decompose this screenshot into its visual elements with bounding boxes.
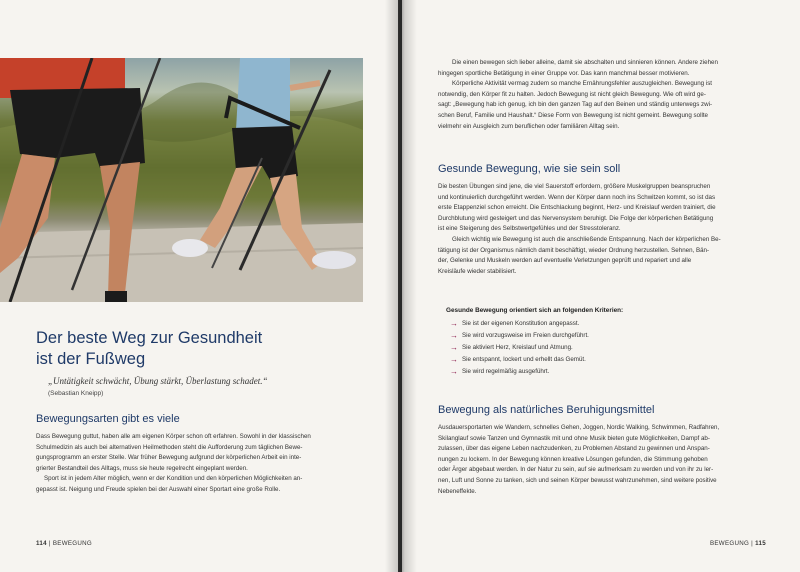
kneipp-quote: „Untätigkeit schwächt, Übung stärkt, Überlastung schadet.“ — [48, 376, 268, 386]
criteria-heading: Gesunde Bewegung orientiert sich an folgenden Kriterien: — [446, 307, 624, 314]
text-line: Schulmedizin als auch bei alternativen Heilmethoden steht die Aufforderung zum täglichen Bewe- — [36, 443, 303, 451]
text-line: Kreisläufe wieder stabilisiert. — [438, 267, 517, 275]
text-line: ist eine Steigerung des Selbstwertgefühles und der Stresstoleranz. — [438, 225, 621, 233]
folio-label: BEWEGUNG — [709, 540, 750, 547]
text-line: gepasst ist. Neigung und Freude spielen bei der Auswahl einer Sportart eine große Rolle. — [36, 485, 281, 493]
text-line: sagt: „Bewegung hab ich genug, ich bin den ganzen Tag auf den Beinen und ständig unterwegs zwi- — [438, 101, 713, 109]
walkers-illustration — [0, 58, 363, 302]
text-line: Gleich wichtig wie Bewegung ist auch die anschließende Entspannung. Nach der körperlichen Be- — [452, 235, 721, 243]
text-line: Sport ist in jedem Alter möglich, wenn er der Kondition und den körperlichen Möglichkeiten an- — [44, 475, 303, 483]
text-line: oder Ärger abgebaut werden. In der Natur zu sein, auf sie aufmerksam zu werden und von ihr zu ler- — [438, 466, 714, 474]
text-line: zulassen, über das eigene Leben nachzudenken, zu Problemen Abstand zu gewinnen und Anspan- — [438, 445, 710, 453]
text-line: Dass Bewegung guttut, haben alle am eigenen Körper schon oft erfahren. Sowohl in der klassischen — [36, 433, 311, 440]
section-heading-bewegungsarten: Bewegungsarten gibt es viele — [36, 413, 180, 425]
quote-source: (Sebastian Kneipp) — [48, 390, 104, 397]
arrow-right-icon: → — [450, 319, 458, 328]
text-line: Nebeneffekte. — [438, 487, 477, 495]
left-page — [0, 0, 398, 572]
list-item: → Sie aktiviert Herz, Kreislauf und Atmung. — [450, 343, 573, 352]
right-section2-text — [438, 423, 770, 497]
page-title — [36, 328, 356, 370]
text-line: Skilanglauf sowie Tanzen und Gymnastik mit und ohne Musik bieten gute Möglichkeiten, Dampf ab- — [438, 434, 710, 442]
text-line: vielmehr ein Ausgleich zum beruflichen oder familiären Alltag sein. — [438, 122, 620, 130]
text-line: Durchblutung wird gesteigert und das Nervensystem beruhigt. Die Folge der körperlichen Betätigung — [438, 214, 714, 222]
page-number: 114 — [36, 540, 47, 547]
list-item: → Sie wird vorzugsweise im Freien durchgeführt. — [450, 331, 589, 340]
text-line: erste Etappenziel schon erreicht. Die Entschlackung beginnt, Herz- und Kreislauf werden trainiert, die — [438, 204, 716, 212]
arrow-right-icon: → — [450, 367, 458, 376]
text-line: gungsprogramm an erster Stelle. War früher Bewegung aufgrund der körperlichen Arbeit ein inte- — [36, 454, 302, 462]
page-number: 115 — [755, 540, 766, 547]
text-line: hingegen sportliche Betätigung in einer Gruppe vor. Das kann manchmal besser motivieren. — [438, 69, 690, 77]
right-intro — [438, 58, 770, 132]
text-line: und kontinuierlich durchgeführt werden. Wenn der Körper dann noch ins Schwitzen kommt, so ist das — [438, 193, 716, 201]
text-line: Ausdauersportarten wie Wandern, schnelles Gehen, Joggen, Nordic Walking, Schwimmen, Radfahren, — [438, 424, 720, 431]
right-page — [402, 0, 800, 572]
text-line: schen Beruf, Familie und Haushalt.“ Diese Form von Bewegung ist nicht gemeint. Bewegung sollte — [438, 111, 708, 119]
arrow-right-icon: → — [450, 343, 458, 352]
text-line: Die besten Übungen sind jene, die viel Sauerstoff erfordern, größere Muskelgruppen beanspruchen — [438, 183, 711, 190]
list-item: → Sie entspannt, lockert und erhellt das Gemüt. — [450, 355, 586, 364]
left-paragraph-1 — [36, 432, 364, 496]
list-item: → Sie ist der eigenen Konstitution angepasst. — [450, 319, 580, 328]
criteria-list — [450, 318, 589, 378]
folio-label: BEWEGUNG — [52, 540, 93, 547]
right-section1-text — [438, 182, 770, 277]
right-folio: BEWEGUNG | 115 — [709, 540, 766, 547]
text-line: Die einen bewegen sich lieber alleine, damit sie abschalten und sinnieren können. Andere ziehen — [452, 59, 718, 66]
nordic-walking-photo — [0, 58, 363, 302]
text-line: grierter Bestandteil des Alltags, muss sie heute regelrecht eingeplant werden. — [36, 464, 248, 472]
left-folio: 114 | BEWEGUNG — [36, 540, 93, 547]
text-line: notwendig, den Körper fit zu halten. Jedoch Bewegung ist nicht gleich Bewegung. Wie oft wird ge- — [438, 90, 706, 98]
text-line: tätigung ist der Organismus nämlich damit beschäftigt, wieder Ordnung herzustellen. Sehnen, Bän- — [438, 246, 710, 254]
list-item: → Sie wird regelmäßig ausgeführt. — [450, 367, 550, 376]
section-heading-beruhigungsmittel: Bewegung als natürliches Beruhigungsmittel — [438, 404, 655, 416]
page-title-line2: ist der Fußweg — [36, 350, 146, 368]
text-line: nungen zu lockern. In der Bewegung können kreative Lösungen gefunden, die Stimmung gehoben — [438, 455, 708, 463]
section-heading-gesunde-bewegung: Gesunde Bewegung, wie sie sein soll — [438, 163, 621, 175]
arrow-right-icon: → — [450, 331, 458, 340]
text-line: nen, Luft und Sonne zu tanken, sich und seinen Körper bewusst wahrzunehmen, sind weitere positive — [438, 476, 717, 484]
text-line: der, Gelenke und Muskeln werden auf eventuelle Verletzungen geprüft und repariert und alle — [438, 257, 692, 265]
text-line: Körperliche Aktivität vermag zudem so manche Ernährungsfehler auszugleichen. Bewegung ist — [452, 80, 713, 88]
arrow-right-icon: → — [450, 355, 458, 364]
page-title-line1: Der beste Weg zur Gesundheit — [36, 329, 263, 347]
